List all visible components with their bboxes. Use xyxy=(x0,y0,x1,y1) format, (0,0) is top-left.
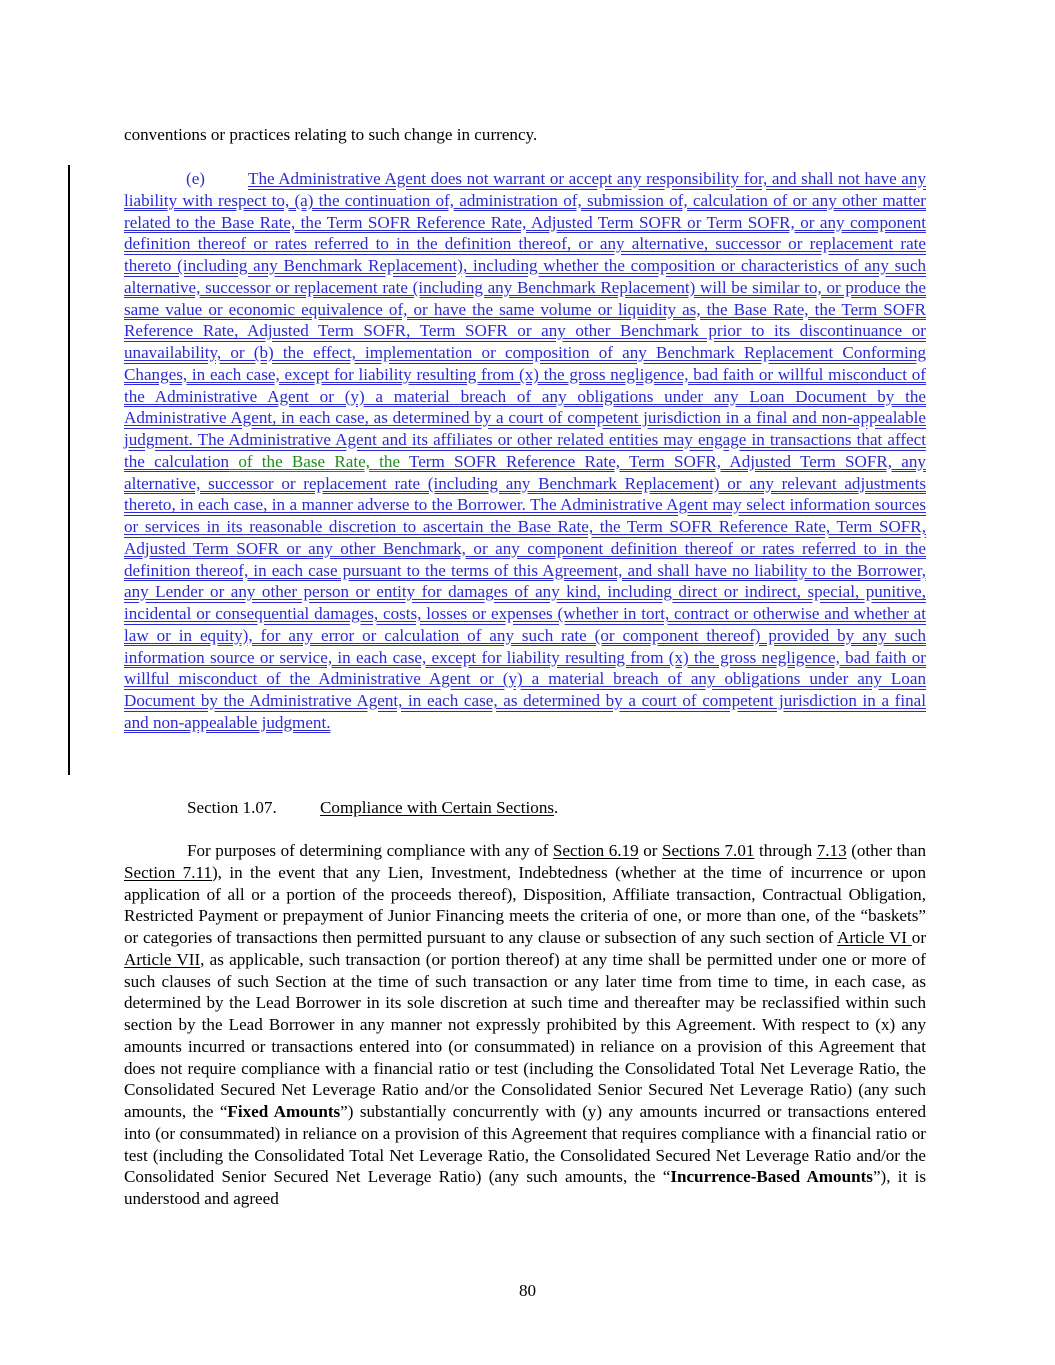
page-number: 80 xyxy=(518,1281,537,1300)
cross-reference-article-vii: Article VII xyxy=(124,949,201,969)
text-run: or xyxy=(911,928,927,947)
text-run: ), in the event that any Lien, Investment, Indebtedness (whether at the time of incurrence or upon application of all or a portion of the proceeds thereof), Disposition, Affiliate transaction, Contractual Obligation, Restricted Payment or prepayment of Junior Financing meets the criteria of one, or more than one, of the “baskets” or categories of transactions then permitted pursuant to any clause or subsection of any such section of xyxy=(124,862,926,947)
cross-reference-section-6-19: Section 6.19 xyxy=(552,841,639,860)
cross-reference-sections-7-01: Sections 7.01 xyxy=(662,841,755,860)
text-run: through xyxy=(754,841,817,860)
paragraph-e-label: (e) xyxy=(186,169,205,188)
paragraph-e-inserted-text-continued: Term SOFR Reference Rate, Term SOFR, Adjusted Term SOFR, any alternative, successor or replacement rate (including any Benchmark Replacement) or any relevant adjustments thereto, in each case, in a manner adverse to the Borrower. The Administrative Agent may select information sources or services in its reasonable discretion to ascertain the Base Rate, the Term SOFR Reference Rate, Term SOFR, Adjusted Term SOFR or any other Benchmark, or any component definition thereof or rates referred to in the definition thereof, in each case pursuant to the terms of this Agreement, and shall have no liability to the Borrower, any Lender or any other person or entity for damages of any kind, including direct or indirect, special, punitive, incidental or consequential damages, costs, losses or expenses (whether in tort, contract or otherwise and whether at law or in equity), for any error or calculation of any such rate (or component thereof) provided by any such information source or service, in each case, except for liability resulting from (x) the gross negligence, bad faith or willful misconduct of the Administrative Agent or (y) a material breach of any obligations under any Loan Document by the Administrative Agent, in each case, as determined by a court of competent jurisdiction in a final and non-appealable judgment. xyxy=(124,451,926,732)
defined-term-incurrence-based-amounts: Incurrence-Based Amounts xyxy=(670,1167,873,1187)
revision-change-bar xyxy=(68,165,70,775)
text-run: ”), it is understood and agreed xyxy=(124,1167,927,1208)
text-run: ”) substantially concurrently with (y) any amounts incurred or transactions entered into (or consummated) in reliance on a provision of this Agreement that requires compliance with a financial ratio or test (including the Consolidated Total Net Leverage Ratio, the Consolidated Secured Net Leverage Ratio and/or the Consolidated Senior Secured Net Leverage Ratio) (any such amounts, the “ xyxy=(124,1102,926,1187)
cross-reference-section-7-11: Section 7.11 xyxy=(124,862,212,882)
defined-term-fixed-amounts: Fixed Amounts xyxy=(227,1102,341,1121)
text-run: (other than xyxy=(846,841,926,860)
cross-reference-7-13: 7.13 xyxy=(816,841,847,860)
section-1-07-paragraph xyxy=(124,840,926,1210)
cross-reference-article-vi: Article VI xyxy=(837,928,912,947)
text-run: For purposes of determining compliance with any of xyxy=(187,841,553,860)
text-run: , as applicable, such transaction (or portion thereof) at any time shall be permitted under one or more of such clauses of such Section at the time of such transaction or any later time from time to time, in each case, as determined by the Lead Borrower in its sole discretion at such time and thereafter may be reclassified within such section by the Lead Borrower in any manner not expressly prohibited by this Agreement. With respect to (x) any amounts incurred or transactions entered into (or consummated) in reliance on a provision of this Agreement that does not require compliance with a financial ratio or test (including the Consolidated Total Net Leverage Ratio, the Consolidated Secured Net Leverage Ratio and/or the Consolidated Senior Secured Net Leverage Ratio) (any such amounts, the “ xyxy=(124,949,926,1121)
paragraph-e xyxy=(124,168,926,734)
section-title-period: . xyxy=(554,798,559,817)
section-title: Compliance with Certain Sections xyxy=(320,798,555,817)
section-1-07-heading xyxy=(187,797,558,819)
paragraph-e-inserted-text: The Administrative Agent does not warrant or accept any responsibility for, and shall not have any liability with respect to, (a) the continuation of, administration of, submission of, calculation of or any other matter related to the Base Rate, the Term SOFR Reference Rate, Adjusted Term SOFR or Term SOFR, or any component definition thereof or rates referred to in the definition thereof, or any alternative, successor or replacement rate thereto (including any Benchmark Replacement), including whether the composition or characteristics of any such alternative, successor or replacement rate (including any Benchmark Replacement) will be similar to, or produce the same value or economic equivalence of, or have the same volume or liquidity as, the Base Rate, the Term SOFR Reference Rate, Adjusted Term SOFR, Term SOFR or any other Benchmark prior to its discontinuance or unavailability, or (b) the effect, implementation or composition of any Benchmark Replacement Conforming Changes, in each case, except for liability resulting from (x) the gross negligence, bad faith or willful misconduct of the Administrative Agent or (y) a material breach of any obligations under any Loan Document by the Administrative Agent, in each case, as determined by a court of competent jurisdiction in a final and non-appealable judgment. The Administrative Agent and its affiliates or other related entities may engage in transactions that affect the calculation xyxy=(124,169,926,471)
section-number: Section 1.07. xyxy=(187,798,277,817)
text-run: or xyxy=(638,841,663,860)
paragraph-e-moved-text: of the Base Rate, the xyxy=(229,451,401,471)
continuation-line: conventions or practices relating to such change in currency. xyxy=(124,125,538,144)
